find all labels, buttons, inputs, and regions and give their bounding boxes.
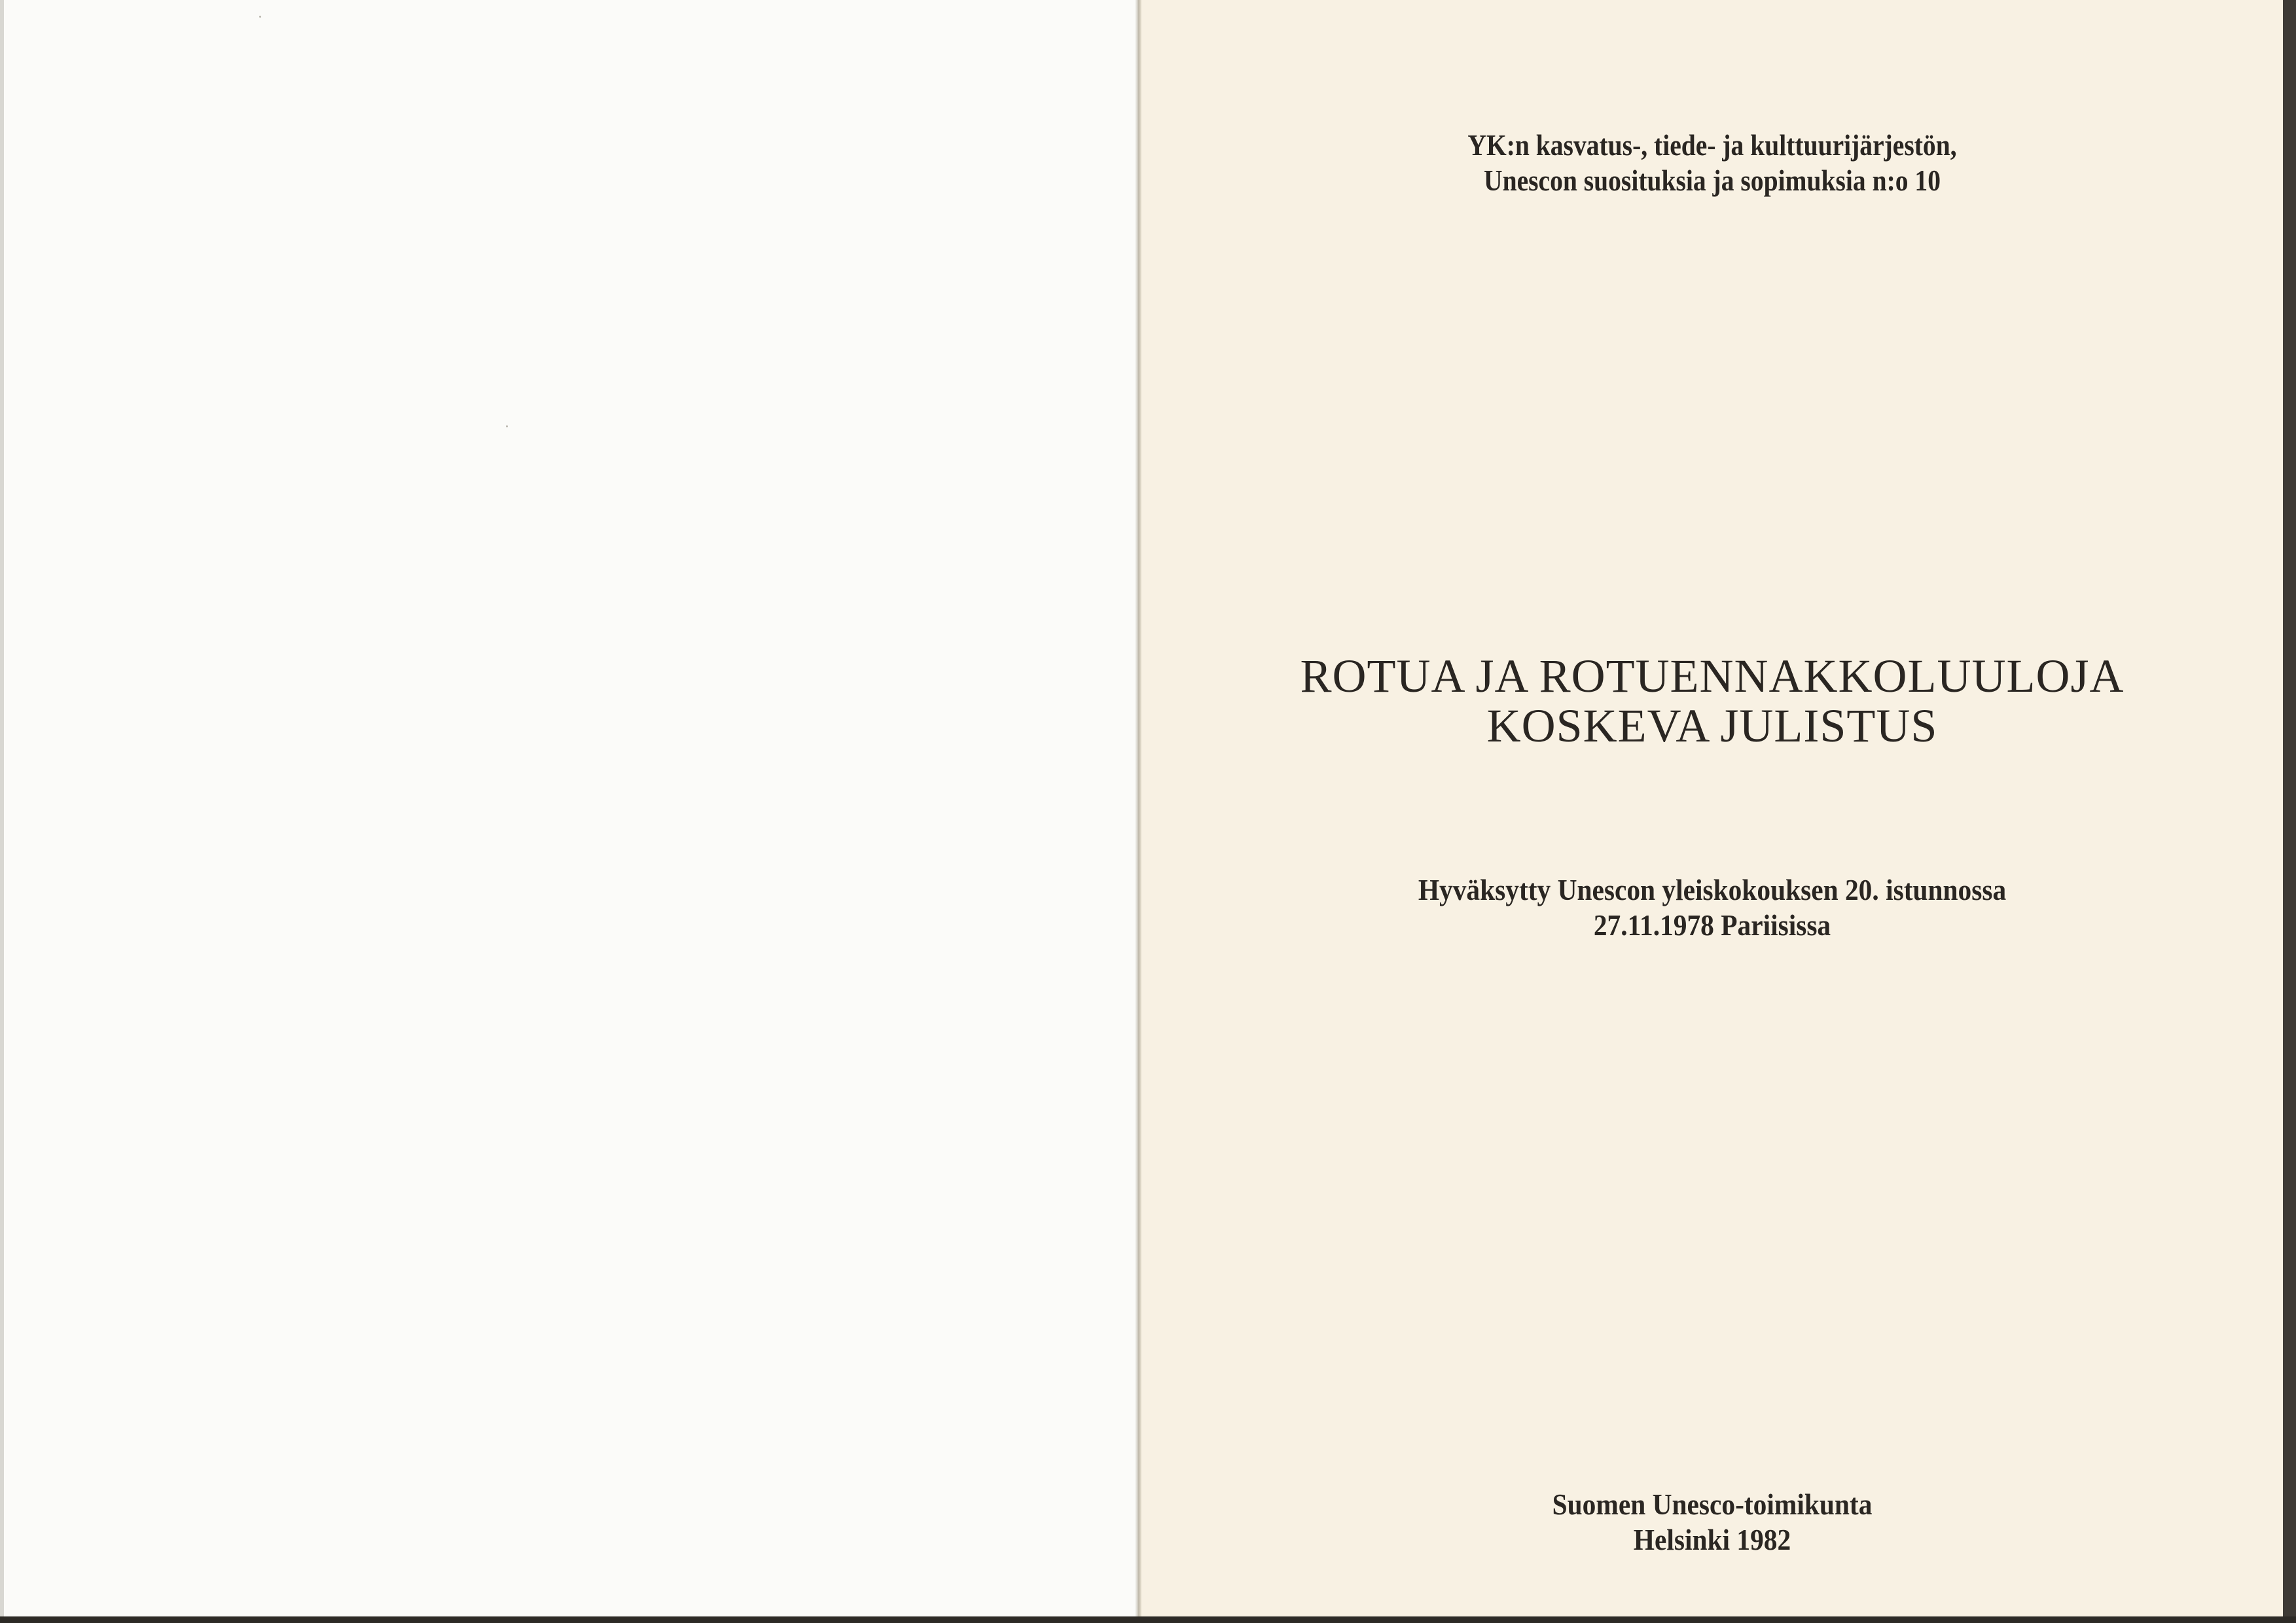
series-statement (1221, 128, 2203, 198)
scan-right-edge (2283, 0, 2296, 1623)
book-spine (1135, 0, 1141, 1623)
document-title (1141, 651, 2283, 751)
title-line-1: ROTUA JA ROTUENNAKKOLUULOJA (1300, 650, 2125, 702)
title-page (1141, 0, 2283, 1623)
publisher-line-2: Helsinki 1982 (1633, 1523, 1791, 1556)
paper-speck (259, 16, 261, 18)
scan-bottom-edge (0, 1616, 2296, 1623)
paper-speck (506, 425, 508, 427)
publisher-line-1: Suomen Unesco-toimikunta (1552, 1488, 1873, 1521)
adoption-line-2: 27.11.1978 Pariisissa (1593, 908, 1831, 942)
adoption-statement (1198, 872, 2226, 943)
title-line-2: KOSKEVA JULISTUS (1486, 700, 1938, 752)
publisher-imprint (1198, 1487, 2226, 1558)
series-line-1: YK:n kasvatus-, tiede- ja kulttuurijärjestön, (1467, 128, 1957, 162)
left-blank-page (0, 0, 1138, 1623)
adoption-line-1: Hyväksytty Unescon yleiskokouksen 20. istunnossa (1418, 873, 2007, 906)
left-page-edge (0, 0, 4, 1623)
series-line-2: Unescon suosituksia ja sopimuksia n:o 10 (1484, 164, 1941, 197)
